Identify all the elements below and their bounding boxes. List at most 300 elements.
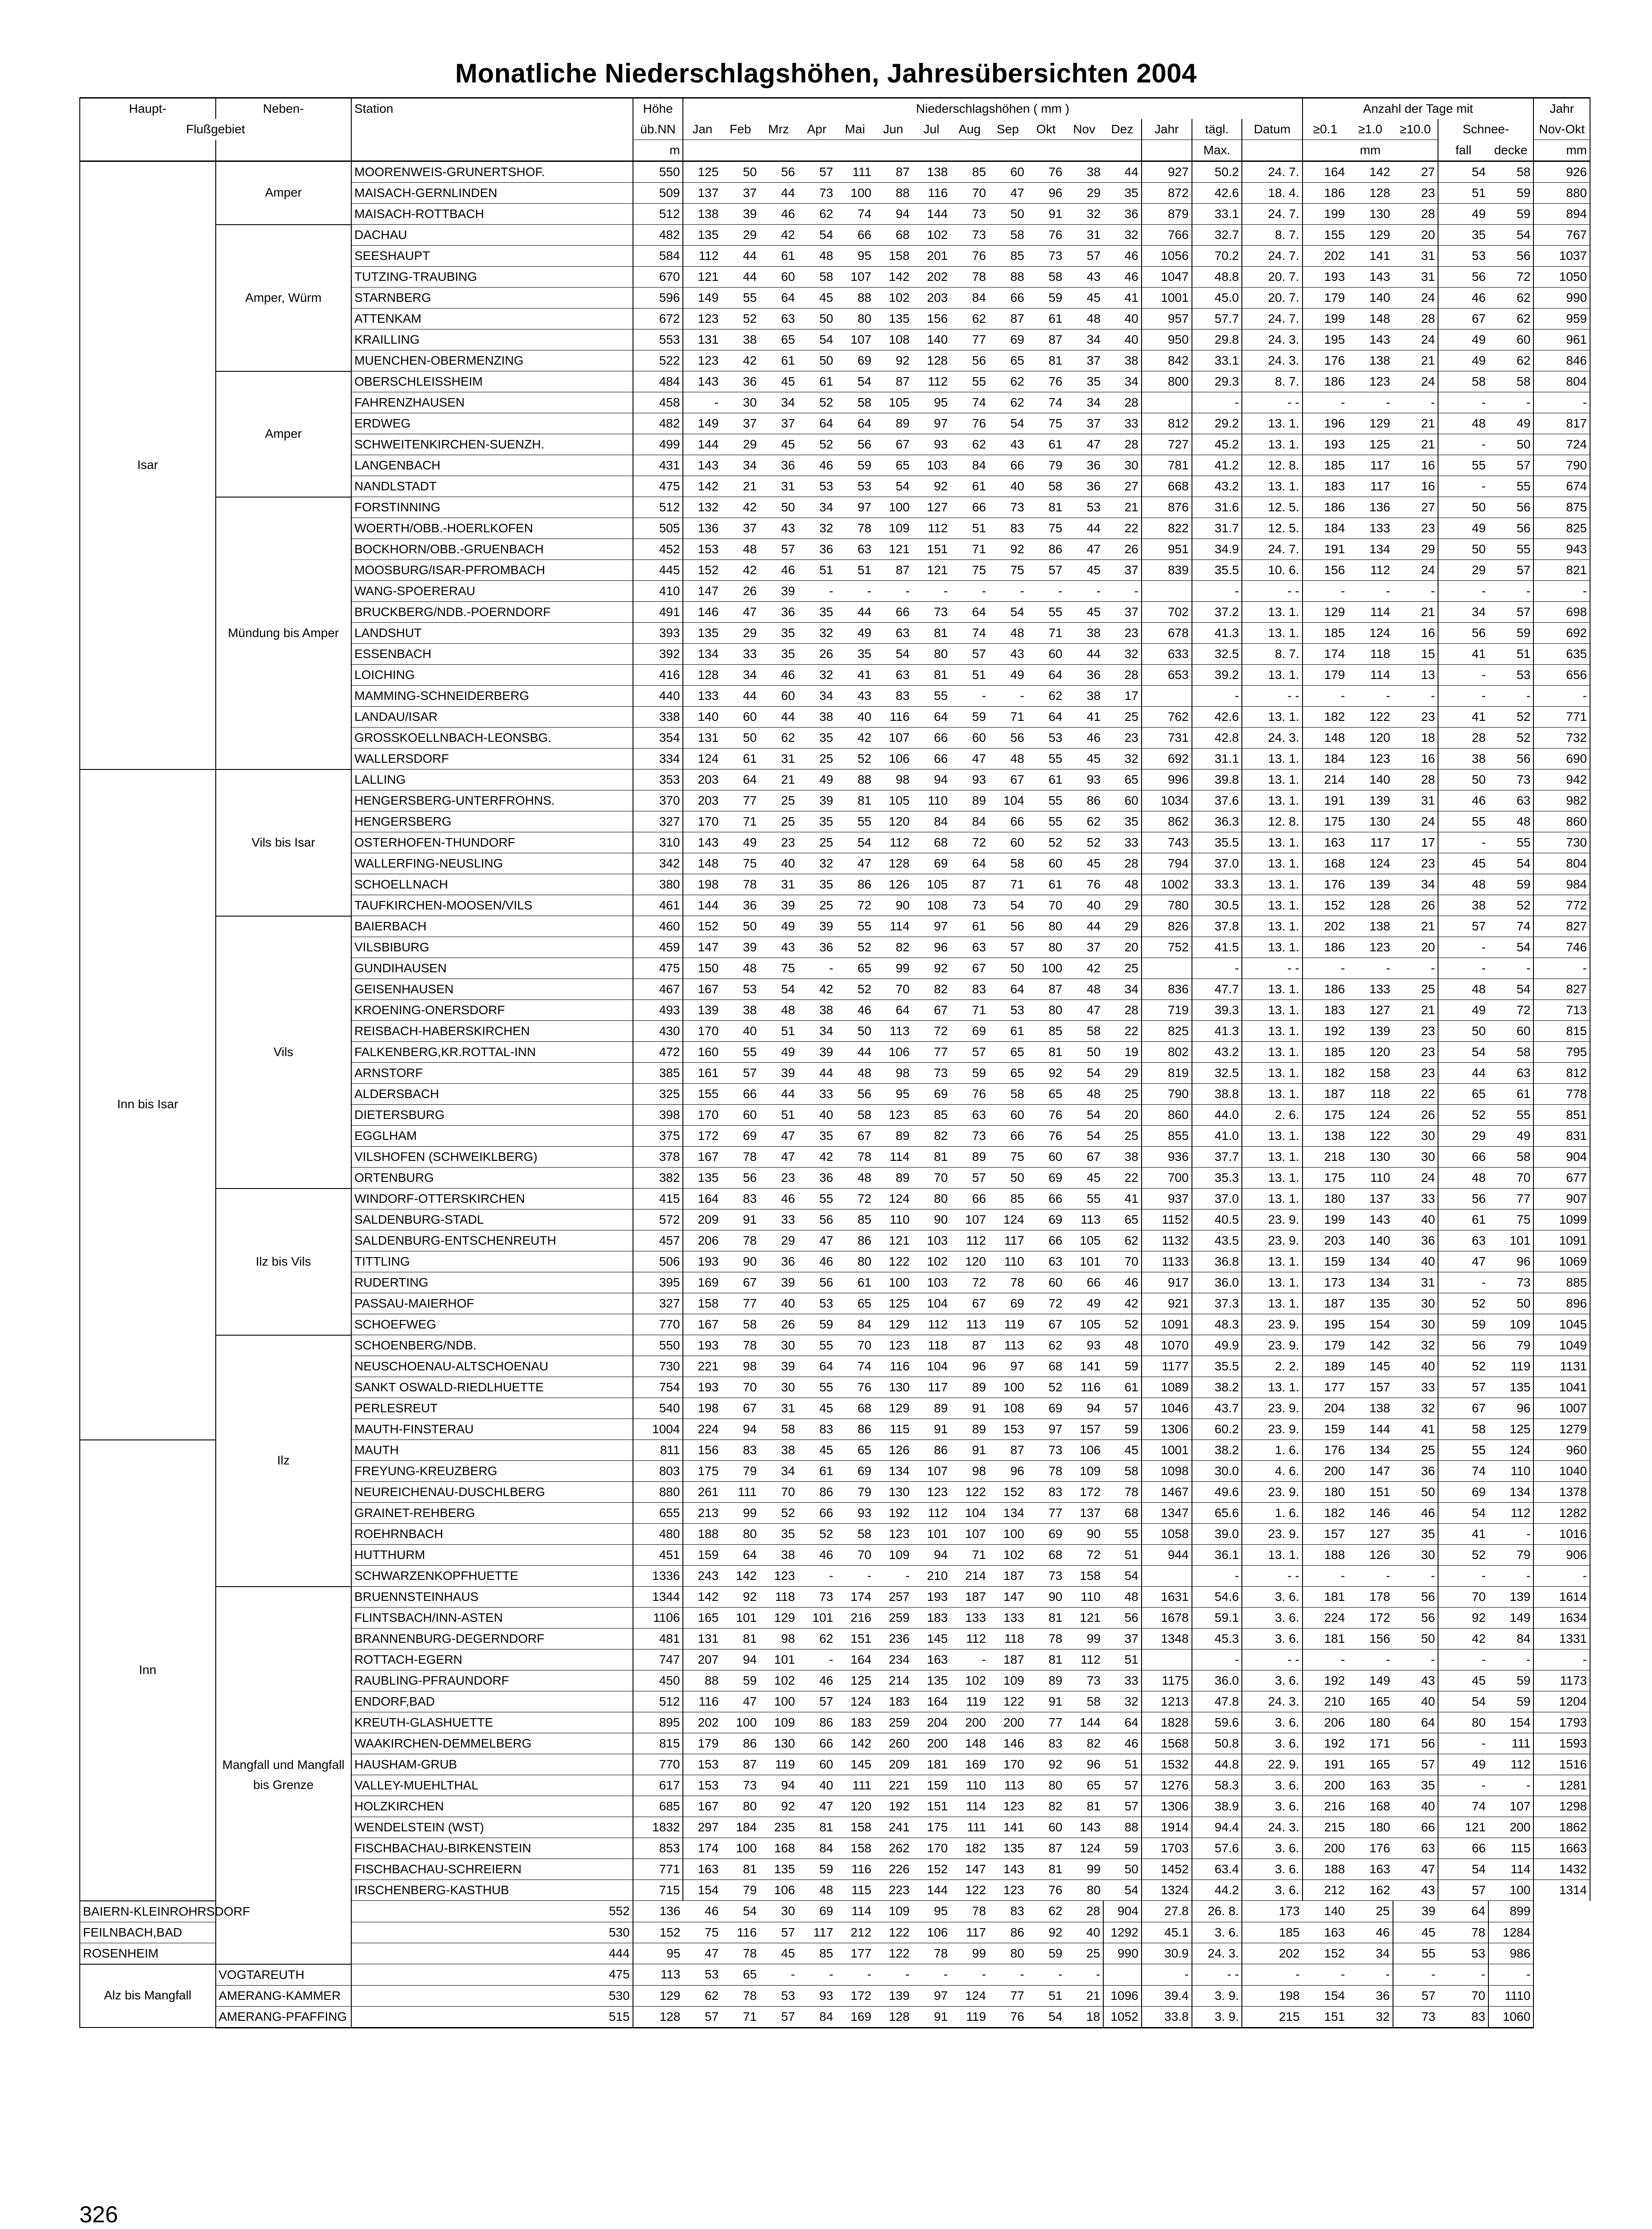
cell-value: 47	[836, 853, 874, 874]
cell-value: 144	[912, 1880, 951, 1901]
cell-value: 69	[1027, 1168, 1065, 1189]
cell-value: 116	[874, 707, 912, 728]
cell-value: 1467	[1142, 1482, 1192, 1503]
cell-value: 114	[874, 1147, 912, 1168]
cell-value: 117	[950, 1922, 989, 1943]
cell-value: 32	[1103, 644, 1142, 665]
cell-value: 37.0	[1192, 853, 1242, 874]
cell-value: 170	[683, 811, 721, 832]
cell-value: 16	[1393, 455, 1438, 476]
cell-value: 1133	[1142, 1251, 1192, 1272]
cell-value: 61	[1488, 1084, 1534, 1105]
cell-value: 522	[633, 350, 683, 371]
cell-value: 71	[989, 874, 1027, 895]
cell-value: 64	[760, 288, 798, 308]
cell-value: 67	[1065, 1147, 1103, 1168]
cell-value: 45	[797, 288, 836, 308]
cell-value: 70	[721, 1377, 760, 1398]
cell-value: 50	[797, 350, 836, 371]
cell-value: 88	[1103, 1817, 1142, 1838]
cell-value: 114	[836, 1901, 874, 1922]
cell-value: 13. 1.	[1242, 434, 1302, 455]
cell-value: 130	[874, 1377, 912, 1398]
cell-value: 158	[836, 1817, 874, 1838]
cell-value: 66	[989, 455, 1027, 476]
cell-value: 101	[797, 1608, 836, 1629]
cell-value: 62	[1065, 811, 1103, 832]
cell-value: 509	[633, 183, 683, 204]
cell-value: 100	[721, 1838, 760, 1859]
cell-value: 187	[1303, 1084, 1348, 1105]
cell-value: 77	[721, 1293, 760, 1314]
cell-value: 1091	[1142, 1314, 1192, 1335]
cell-value: 117	[797, 1922, 836, 1943]
cell-value: 393	[633, 623, 683, 644]
cell-value: 128	[874, 2006, 912, 2027]
station-name: BRUENNSTEINHAUS	[351, 1587, 633, 1608]
cell-value: 118	[760, 1587, 798, 1608]
cell-value: 33	[1103, 1670, 1142, 1691]
cell-value: 584	[633, 246, 683, 267]
cell-value: 54	[874, 476, 912, 497]
cell-value: 133	[989, 1608, 1027, 1629]
cell-value: 114	[874, 916, 912, 937]
cell-value: 176	[1303, 350, 1348, 371]
cell-value: 55	[1438, 811, 1488, 832]
cell-value: 186	[1303, 979, 1348, 1000]
cell-value: 1110	[1488, 1985, 1534, 2006]
cell-value: -	[1438, 686, 1488, 707]
cell-value: 42	[1103, 1293, 1142, 1314]
cell-value: 55	[836, 916, 874, 937]
cell-value: 64	[950, 853, 989, 874]
header-month: Jun	[874, 119, 912, 140]
cell-value: 148	[950, 1733, 989, 1754]
cell-value: 493	[633, 1000, 683, 1021]
station-name: EGGLHAM	[351, 1126, 633, 1147]
cell-value: 67	[1027, 1314, 1065, 1335]
cell-value: 851	[1533, 1105, 1590, 1126]
cell-value: 158	[1065, 1566, 1103, 1587]
cell-value: 1001	[1142, 1440, 1192, 1461]
cell-value: 59	[1103, 1838, 1142, 1859]
cell-value: 68	[836, 1398, 874, 1419]
cell-value: 100	[874, 497, 912, 518]
header-max: Max.	[1192, 140, 1242, 161]
cell-value: 34	[797, 497, 836, 518]
cell-value: 58	[797, 267, 836, 288]
cell-value: 56	[1393, 1587, 1438, 1608]
cell-value: 73	[912, 602, 951, 623]
cell-value: 214	[1303, 769, 1348, 790]
cell-value: 109	[989, 1670, 1027, 1691]
cell-value: 49	[1488, 1126, 1534, 1147]
cell-value: 36	[1065, 476, 1103, 497]
cell-value: 66	[989, 811, 1027, 832]
cell-value: 29	[721, 623, 760, 644]
cell-value: 154	[1303, 1985, 1348, 2006]
cell-value: 50.2	[1192, 161, 1242, 183]
cell-value: 68	[1103, 1503, 1142, 1524]
cell-value: 50	[1488, 434, 1534, 455]
cell-value: -	[1348, 958, 1393, 979]
cell-value: 51	[1488, 644, 1534, 665]
header-hoehe-sub: üb.NN	[633, 119, 683, 140]
cell-value: 185	[1303, 455, 1348, 476]
cell-value: -	[1488, 1964, 1534, 1986]
cell-value: 148	[683, 853, 721, 874]
cell-value: 62	[1488, 288, 1534, 308]
cell-value: 57	[1103, 1796, 1142, 1817]
cell-value: 3. 9.	[1192, 2006, 1242, 2027]
cell-value: 71	[950, 1545, 989, 1566]
cell-value: 100	[836, 183, 874, 204]
cell-value: 80	[912, 644, 951, 665]
neben-flussgebiet-label: Ilz bis Vils	[216, 1189, 352, 1335]
cell-value: 201	[912, 246, 951, 267]
cell-value: 35	[1393, 1524, 1438, 1545]
cell-value: 1041	[1533, 1377, 1590, 1398]
cell-value: 876	[1142, 497, 1192, 518]
cell-value: 822	[1142, 518, 1192, 539]
cell-value: 135	[683, 1168, 721, 1189]
cell-value: 83	[721, 1440, 760, 1461]
cell-value: 92	[989, 539, 1027, 560]
station-name: MAISACH-ROTTBACH	[351, 204, 633, 225]
cell-value: 990	[1533, 288, 1590, 308]
cell-value: 153	[989, 1419, 1027, 1440]
cell-value: 191	[1303, 790, 1348, 811]
cell-value: 20. 7.	[1242, 288, 1302, 308]
station-name: NEUSCHOENAU-ALTSCHOENAU	[351, 1356, 633, 1377]
cell-value: 921	[1142, 1293, 1192, 1314]
cell-value: 42.6	[1192, 707, 1242, 728]
cell-value: 860	[1533, 811, 1590, 832]
cell-value: 152	[989, 1482, 1027, 1503]
cell-value: 47	[683, 1943, 721, 1964]
cell-value: 64	[912, 707, 951, 728]
cell-value: 59	[836, 455, 874, 476]
table-row	[80, 1587, 1590, 1608]
cell-value: 117	[989, 1230, 1027, 1251]
cell-value: 33	[760, 1209, 798, 1230]
cell-value: 73	[1027, 1440, 1065, 1461]
cell-value: 51	[797, 560, 836, 581]
cell-value: -	[1438, 1566, 1488, 1587]
header-month: Aug	[950, 119, 989, 140]
cell-value: 819	[1142, 1063, 1192, 1084]
cell-value: 54	[1438, 1691, 1488, 1712]
cell-value: 395	[633, 1272, 683, 1293]
cell-value: 63	[950, 937, 989, 958]
cell-value: 338	[633, 707, 683, 728]
cell-value: -	[874, 1964, 912, 1986]
cell-value: 12. 8.	[1242, 811, 1302, 832]
cell-value: -	[1303, 392, 1348, 413]
cell-value: 1046	[1142, 1398, 1192, 1419]
cell-value: 206	[683, 1230, 721, 1251]
cell-value: 2. 2.	[1242, 1356, 1302, 1377]
cell-value: 152	[683, 560, 721, 581]
cell-value: 70	[760, 1482, 798, 1503]
cell-value: 96	[1488, 1398, 1534, 1419]
cell-value: 59.6	[1192, 1712, 1242, 1733]
cell-value: 29.8	[1192, 329, 1242, 350]
cell-value: 1306	[1142, 1796, 1192, 1817]
cell-value: 61	[950, 916, 989, 937]
cell-value: 815	[1533, 1021, 1590, 1042]
cell-value: 133	[683, 686, 721, 707]
cell-value: 102	[912, 225, 951, 246]
cell-value: 54	[1103, 1880, 1142, 1901]
cell-value: -	[1303, 1964, 1348, 1986]
cell-value: 1614	[1533, 1587, 1590, 1608]
cell-value: 234	[874, 1649, 912, 1670]
cell-value: 155	[1303, 225, 1348, 246]
cell-value: 444	[351, 1943, 633, 1964]
cell-value: 10. 6.	[1242, 560, 1302, 581]
cell-value: 59	[1488, 204, 1534, 225]
cell-value: 34	[1438, 602, 1488, 623]
cell-value: 110	[950, 1775, 989, 1796]
cell-value: 49	[1488, 413, 1534, 434]
cell-value: 142	[683, 476, 721, 497]
cell-value: 85	[797, 1943, 836, 1964]
cell-value: 48	[836, 1168, 874, 1189]
cell-value: 95	[912, 392, 951, 413]
cell-value: 97	[912, 916, 951, 937]
cell-value: 50	[1438, 769, 1488, 790]
cell-value: 141	[1348, 246, 1393, 267]
cell-value: 137	[1348, 1189, 1393, 1209]
cell-value: 653	[1142, 665, 1192, 686]
cell-value: 138	[1303, 1126, 1348, 1147]
cell-value: 65	[989, 1042, 1027, 1063]
cell-value: 57	[683, 2006, 721, 2027]
cell-value: 199	[1303, 308, 1348, 329]
cell-value: 55	[1393, 1943, 1438, 1964]
cell-value: 78	[950, 1901, 989, 1922]
cell-value: -	[912, 1964, 951, 1986]
cell-value: 130	[1348, 204, 1393, 225]
cell-value: 89	[874, 1168, 912, 1189]
cell-value: 879	[1142, 204, 1192, 225]
cell-value: 124	[989, 1209, 1027, 1230]
cell-value: 43	[760, 518, 798, 539]
cell-value: 1173	[1533, 1670, 1590, 1691]
cell-value: 89	[950, 790, 989, 811]
cell-value: 151	[1348, 1482, 1393, 1503]
cell-value: 82	[912, 1126, 951, 1147]
cell-value: 138	[1348, 916, 1393, 937]
cell-value: - -	[1242, 392, 1302, 413]
cell-value: 64	[797, 413, 836, 434]
cell-value: 103	[912, 455, 951, 476]
cell-value: 770	[633, 1314, 683, 1335]
cell-value: 138	[1348, 350, 1393, 371]
cell-value: 156	[683, 1440, 721, 1461]
cell-value: 152	[633, 1922, 683, 1943]
cell-value: 157	[1348, 1377, 1393, 1398]
cell-value: 57	[1488, 602, 1534, 623]
cell-value: 92	[1027, 1754, 1065, 1775]
cell-value: 83	[1027, 1482, 1065, 1503]
cell-value: 130	[760, 1733, 798, 1754]
cell-value: 13. 1.	[1242, 413, 1302, 434]
cell-value: 36.0	[1192, 1272, 1242, 1293]
cell-value: 825	[1533, 518, 1590, 539]
cell-value: 1281	[1533, 1775, 1590, 1796]
cell-value: 156	[912, 308, 951, 329]
cell-value: 31	[760, 874, 798, 895]
cell-value: 451	[633, 1545, 683, 1566]
cell-value: 115	[1488, 1838, 1534, 1859]
table-row	[80, 769, 1590, 790]
cell-value: 72	[1488, 267, 1534, 288]
cell-value: 40	[797, 1105, 836, 1126]
precipitation-table	[79, 97, 1590, 2028]
cell-value: 66	[1393, 1817, 1438, 1838]
cell-value: 38	[1065, 686, 1103, 707]
cell-value: 327	[633, 811, 683, 832]
cell-value: 25	[1103, 1126, 1142, 1147]
station-name: FALKENBERG,KR.ROTTAL-INN	[351, 1042, 633, 1063]
cell-value: 36	[1103, 204, 1142, 225]
cell-value: 80	[1438, 1712, 1488, 1733]
cell-value: 159	[1303, 1419, 1348, 1440]
cell-value: 196	[1303, 413, 1348, 434]
cell-value: 100	[989, 1377, 1027, 1398]
neben-flussgebiet-label: Amper, Würm	[216, 225, 352, 371]
cell-value: 72	[950, 1272, 989, 1293]
cell-value: 66	[1065, 1272, 1103, 1293]
cell-value: 49	[1438, 204, 1488, 225]
cell-value: 47.8	[1192, 1691, 1242, 1712]
cell-value: 122	[874, 1943, 912, 1964]
cell-value: 31	[1393, 1272, 1438, 1293]
cell-value: 43	[1393, 1670, 1438, 1691]
cell-value	[1142, 1649, 1192, 1670]
cell-value: 853	[633, 1838, 683, 1859]
cell-value: 38.2	[1192, 1377, 1242, 1398]
cell-value: 143	[1065, 1817, 1103, 1838]
cell-value: 1056	[1142, 246, 1192, 267]
cell-value: 770	[633, 1754, 683, 1775]
cell-value: 29	[1103, 916, 1142, 937]
cell-value: 46	[1348, 1922, 1393, 1943]
cell-value: 49	[836, 623, 874, 644]
cell-value: 37.8	[1192, 916, 1242, 937]
cell-value: 114	[1348, 602, 1393, 623]
cell-value: 164	[1303, 161, 1348, 183]
cell-value: 123	[912, 1482, 951, 1503]
cell-value: 482	[633, 413, 683, 434]
cell-value: 63	[1438, 1230, 1488, 1251]
cell-value: 95	[633, 1943, 683, 1964]
cell-value: 66	[912, 728, 951, 748]
cell-value: 461	[633, 895, 683, 916]
cell-value: 151	[912, 1796, 951, 1817]
cell-value: 124	[1348, 853, 1393, 874]
cell-value: 1298	[1533, 1796, 1590, 1817]
cell-value: 76	[1027, 161, 1065, 183]
cell-value: 1678	[1142, 1608, 1192, 1629]
cell-value: 36	[721, 895, 760, 916]
cell-value: 122	[950, 1880, 989, 1901]
cell-value: 990	[1103, 1943, 1142, 1964]
cell-value: 42	[797, 979, 836, 1000]
cell-value: -	[1303, 1649, 1348, 1670]
cell-value: 170	[683, 1105, 721, 1126]
cell-value: 457	[633, 1230, 683, 1251]
cell-value: 24. 7.	[1242, 204, 1302, 225]
cell-value: 1204	[1533, 1691, 1590, 1712]
cell-value: 743	[1142, 832, 1192, 853]
cell-value: 58	[836, 1524, 874, 1545]
cell-value: 49	[1438, 350, 1488, 371]
cell-value: 66	[797, 1503, 836, 1524]
cell-value: 475	[351, 1964, 633, 1986]
cell-value: 13. 1.	[1242, 979, 1302, 1000]
cell-value: 109	[760, 1712, 798, 1733]
cell-value: 35	[760, 1524, 798, 1545]
cell-value: 64	[1027, 707, 1065, 728]
cell-value: 55	[1488, 539, 1534, 560]
cell-value: 119	[760, 1754, 798, 1775]
cell-value: 34	[760, 392, 798, 413]
cell-value: 42	[1065, 958, 1103, 979]
neben-flussgebiet-label: Mündung bis Amper	[216, 497, 352, 769]
cell-value: 91	[950, 1440, 989, 1461]
cell-value: 39	[721, 204, 760, 225]
cell-value: 83	[989, 518, 1027, 539]
cell-value: 44	[721, 246, 760, 267]
cell-value: 204	[912, 1712, 951, 1733]
cell-value: 122	[874, 1922, 912, 1943]
cell-value: 73	[797, 183, 836, 204]
cell-value: 26	[1393, 1105, 1438, 1126]
station-name: WINDORF-OTTERSKIRCHEN	[351, 1189, 633, 1209]
cell-value: 114	[1488, 1859, 1534, 1880]
cell-value: 62	[683, 1985, 721, 2006]
cell-value: 126	[874, 874, 912, 895]
cell-value: 92	[1027, 1063, 1065, 1084]
cell-value: 35	[1438, 225, 1488, 246]
cell-value: 36	[797, 539, 836, 560]
cell-value: 66	[989, 1126, 1027, 1147]
cell-value: 64	[836, 413, 874, 434]
cell-value: 135	[1488, 1377, 1534, 1398]
cell-value: 23	[1393, 1021, 1438, 1042]
cell-value: 25	[1348, 1901, 1393, 1922]
cell-value: 111	[836, 161, 874, 183]
cell-value: 106	[912, 1922, 951, 1943]
cell-value: 25	[1065, 1943, 1103, 1964]
cell-value: 48	[760, 1000, 798, 1021]
cell-value: 59	[950, 707, 989, 728]
cell-value: 53	[721, 979, 760, 1000]
cell-value: -	[1103, 581, 1142, 602]
cell-value: 257	[874, 1587, 912, 1608]
cell-value: -	[1533, 581, 1590, 602]
cell-value: 767	[1533, 225, 1590, 246]
cell-value: 97	[836, 497, 874, 518]
cell-value: 58	[1065, 1021, 1103, 1042]
cell-value: 144	[1065, 1712, 1103, 1733]
cell-value: 175	[1303, 811, 1348, 832]
cell-value: 86	[797, 1482, 836, 1503]
cell-value: 120	[836, 1796, 874, 1817]
